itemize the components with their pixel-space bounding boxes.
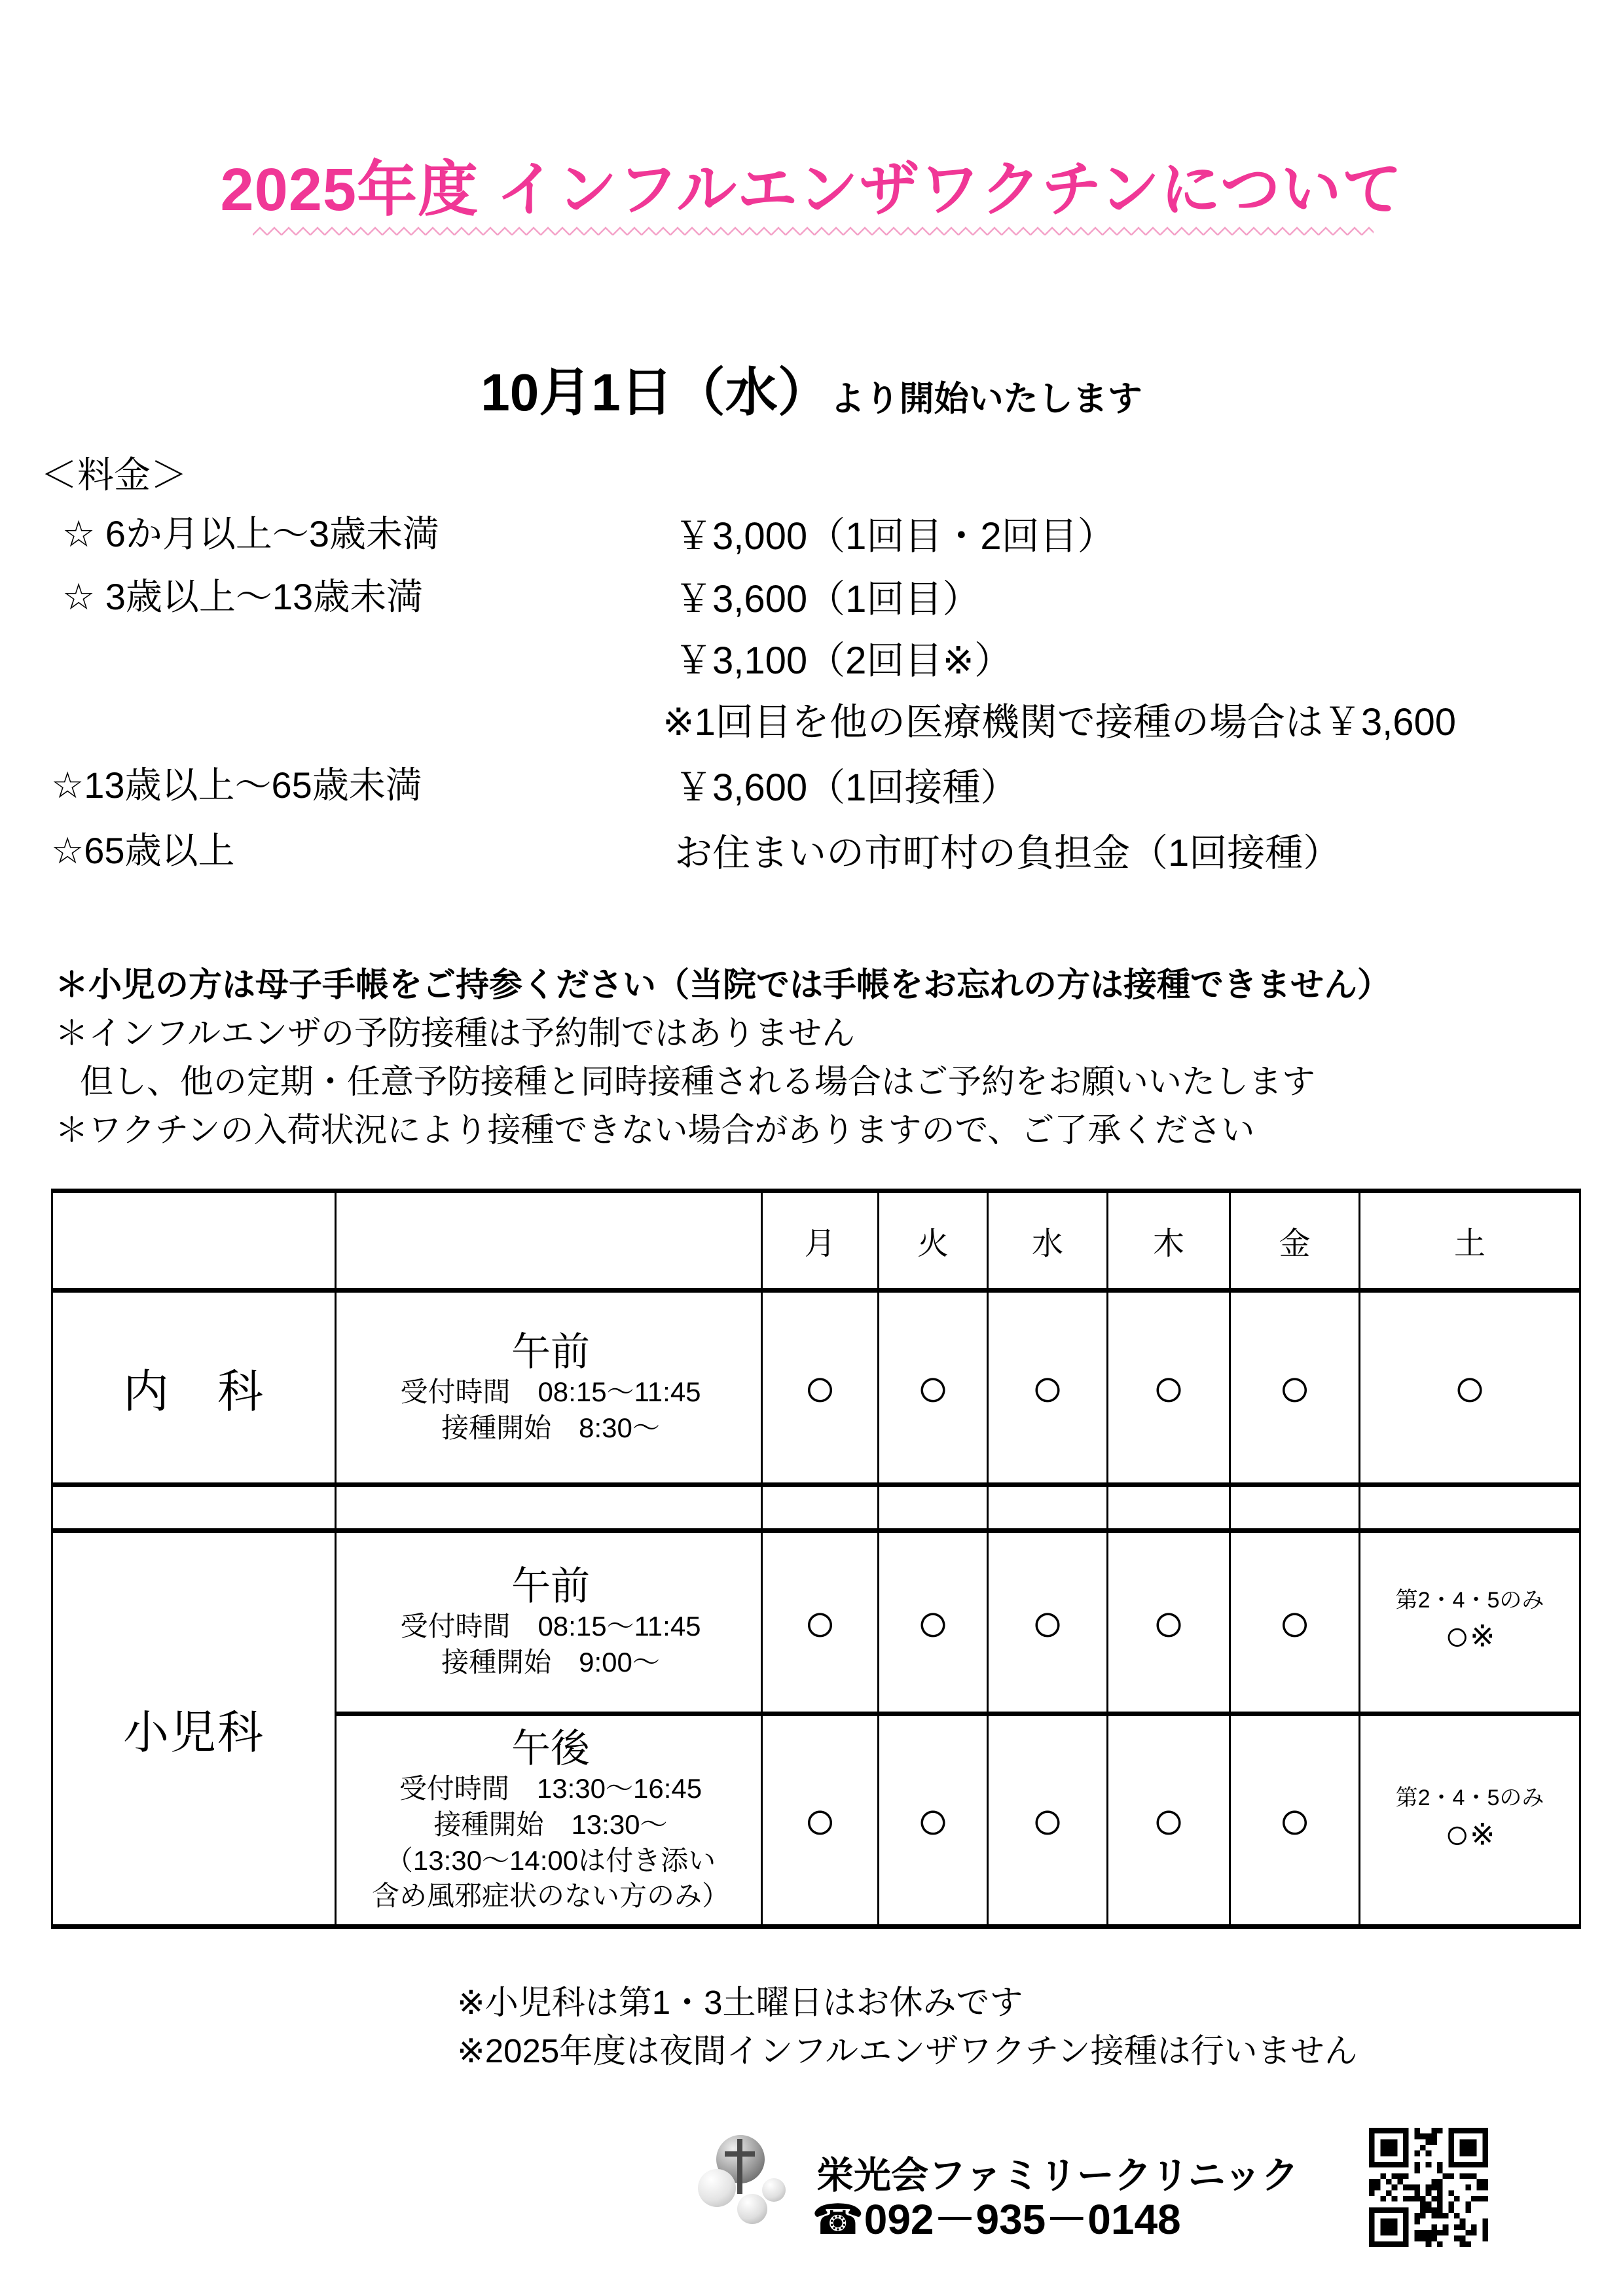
qr-code-icon — [1369, 2127, 1488, 2248]
day-header-fri: 金 — [1230, 1191, 1360, 1291]
start-suffix: より開始いたします — [830, 380, 1142, 418]
internal-tue-mark: ○ — [879, 1291, 988, 1485]
ped-am-sat-cell — [1360, 1531, 1580, 1714]
internal-mon-mark: ○ — [762, 1291, 879, 1485]
footnote-saturday-closed: ※小児科は第1・3土曜日はお休みです — [457, 1984, 1023, 2021]
note-handbook: ＊小児の方は母子手帳をご持参ください（当院では手帳をお忘れの方は接種できません） — [55, 966, 1391, 1003]
session-title: 午後 — [511, 1727, 590, 1771]
page-title: 2025年度 インフルエンザワクチンについて — [220, 156, 1403, 223]
pm-condition-line2: 含め風邪症状のない方のみ） — [371, 1880, 729, 1912]
logo-sphere-right — [762, 2178, 786, 2202]
session-title: 午前 — [511, 1564, 590, 1609]
start-notice — [0, 361, 1623, 424]
cross-icon — [725, 2151, 755, 2157]
clinic-logo — [698, 2130, 790, 2228]
notes-block — [55, 961, 1391, 1155]
pediatrics-am-session-cell — [336, 1531, 762, 1714]
fee-value-child-first: ￥3,600（1回目） — [674, 578, 981, 620]
fee-label-child: ☆ 3歳以上～13歳未満 — [62, 576, 424, 617]
fee-value-adult: ￥3,600（1回接種） — [674, 766, 1019, 809]
day-header-wed: 水 — [988, 1191, 1108, 1291]
session-title: 午前 — [511, 1329, 590, 1374]
separator-row — [52, 1485, 1580, 1531]
day-header-sat: 土 — [1360, 1191, 1580, 1291]
fee-value-infant: ￥3,000（1回目・2回目） — [674, 515, 1116, 558]
clinic-phone: ☎092－935－0148 — [812, 2196, 1181, 2243]
sat-weeks-label: 第2・4・5のみ — [1395, 1587, 1544, 1613]
fee-value-child-second: ￥3,100（2回目※） — [674, 639, 1012, 682]
day-header-thu: 木 — [1108, 1191, 1230, 1291]
ped-pm-mon-mark: ○ — [762, 1714, 879, 1927]
vaccination-start: 接種開始 9:00～ — [441, 1647, 660, 1677]
logo-sphere-left — [698, 2169, 736, 2207]
dept-internal-label: 内 科 — [52, 1291, 336, 1485]
schedule-table — [51, 1189, 1581, 1929]
ped-am-mon-mark: ○ — [762, 1531, 879, 1714]
fee-label-adult: ☆13歳以上～65歳未満 — [51, 764, 422, 806]
ped-am-tue-mark: ○ — [879, 1531, 988, 1714]
internal-medicine-row — [52, 1291, 1580, 1485]
pm-condition-line1: （13:30～14:00は付き添い — [385, 1844, 716, 1876]
vaccination-start: 接種開始 13:30～ — [433, 1808, 668, 1840]
internal-wed-mark: ○ — [988, 1291, 1108, 1485]
ped-pm-tue-mark: ○ — [879, 1714, 988, 1927]
ped-pm-fri-mark: ○ — [1230, 1714, 1360, 1927]
ped-am-thu-mark: ○ — [1108, 1531, 1230, 1714]
table-header-row — [52, 1191, 1580, 1291]
vaccination-start: 接種開始 8:30～ — [441, 1412, 660, 1443]
reception-hours: 受付時間 08:15～11:45 — [400, 1611, 701, 1642]
fee-label-infant: ☆ 6か月以上～3歳未満 — [62, 513, 440, 554]
note-simultaneous: 但し、他の定期・任意予防接種と同時接種される場合はご予約をお願いいたします — [80, 1063, 1316, 1100]
day-header-tue: 火 — [879, 1191, 988, 1291]
note-no-reservation: ＊インフルエンザの予防接種は予約制ではありません — [55, 1014, 855, 1052]
clinic-name: 栄光会ファミリークリニック — [816, 2155, 1299, 2197]
sat-weeks-label: 第2・4・5のみ — [1395, 1785, 1544, 1811]
header-dept-cell — [52, 1191, 336, 1291]
pediatrics-am-row — [52, 1531, 1580, 1714]
fee-heading: ＜料金＞ — [41, 454, 187, 495]
ped-am-wed-mark: ○ — [988, 1531, 1108, 1714]
day-header-mon: 月 — [762, 1191, 879, 1291]
pediatrics-pm-session-cell — [336, 1714, 762, 1927]
zigzag-underline — [253, 225, 1374, 238]
footnote-no-night: ※2025年度は夜間インフルエンザワクチン接種は行いません — [457, 2032, 1358, 2070]
start-date: 10月1日（水） — [481, 363, 830, 422]
internal-sat-mark: ○ — [1360, 1291, 1580, 1485]
header-session-cell — [336, 1191, 762, 1291]
ped-pm-wed-mark: ○ — [988, 1714, 1108, 1927]
internal-fri-mark: ○ — [1230, 1291, 1360, 1485]
fee-note-other-institution: ※1回目を他の医療機関で接種の場合は￥3,600 — [663, 701, 1456, 744]
sat-mark: ○※ — [1444, 1810, 1495, 1857]
ped-pm-thu-mark: ○ — [1108, 1714, 1230, 1927]
fee-label-senior: ☆65歳以上 — [51, 830, 235, 871]
note-supply: ＊ワクチンの入荷状況により接種できない場合がありますので、ご了承ください — [55, 1111, 1255, 1149]
sat-mark: ○※ — [1444, 1612, 1495, 1660]
dept-pediatrics-label: 小児科 — [52, 1531, 336, 1927]
logo-sphere-bottom — [737, 2194, 767, 2224]
reception-hours: 受付時間 13:30～16:45 — [399, 1773, 702, 1804]
reception-hours: 受付時間 08:15～11:45 — [400, 1376, 701, 1407]
internal-thu-mark: ○ — [1108, 1291, 1230, 1485]
cross-icon — [737, 2139, 742, 2194]
ped-pm-sat-cell — [1360, 1714, 1580, 1927]
ped-am-fri-mark: ○ — [1230, 1531, 1360, 1714]
internal-am-session-cell — [336, 1291, 762, 1485]
fee-value-senior: お住まいの市町村の負担金（1回接種） — [674, 832, 1341, 874]
